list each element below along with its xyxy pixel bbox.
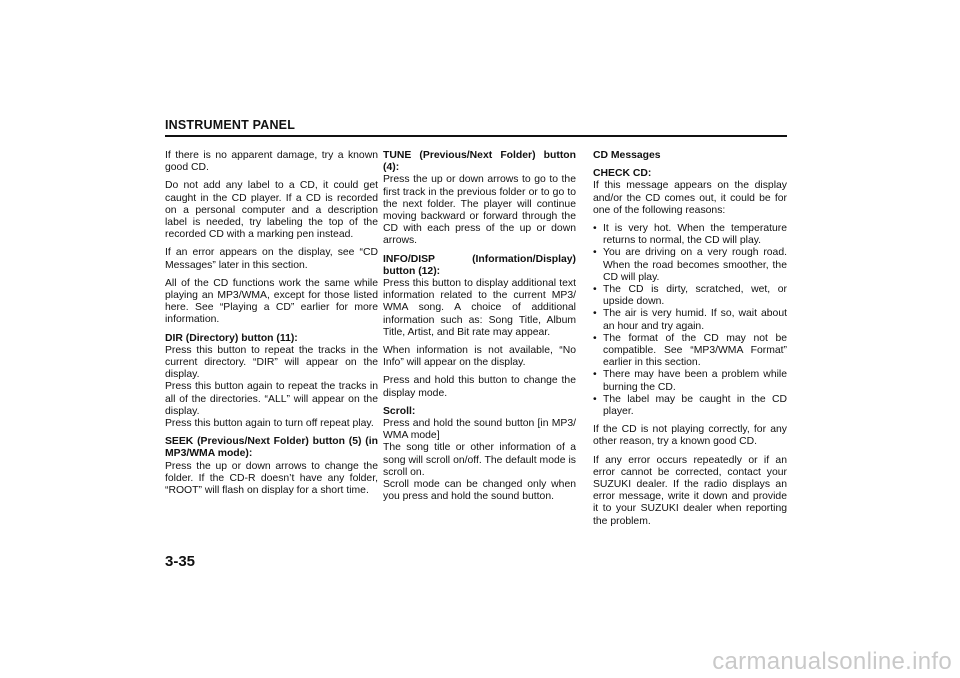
- list-item: [593, 394, 787, 418]
- list-item: [593, 308, 787, 332]
- list-item-text: The label may be caught in the CD player.: [603, 393, 787, 418]
- bullet-icon: •: [593, 393, 597, 405]
- bullet-icon: •: [593, 247, 597, 259]
- paragraph: Press and hold the sound button [in MP3/ WMA mode]: [383, 418, 576, 442]
- reasons-list: [593, 223, 787, 418]
- paragraph: Press this button again to turn off repeat play.: [165, 418, 374, 430]
- paragraph: Press the up or down arrows to go to the first track in the previous folder or to go to the next folder. The player will continue moving backward or forward through the CD with each press of the up or down arrows.: [383, 174, 576, 247]
- seek-button-heading: SEEK (Previous/Next Folder) button (5) (in MP3/WMA mode):: [165, 436, 378, 460]
- list-item-text: The format of the CD may not be compatible. See “MP3/WMA Format” earlier in this section.: [603, 332, 787, 369]
- paragraph: If any error occurs repeatedly or if an error cannot be corrected, contact your SUZUKI dealer. If the radio displays an error message, write it down and provide it to your SUZUKI dealer when reporting the problem.: [593, 454, 787, 527]
- paragraph: Scroll mode can be changed only when you press and hold the sound button.: [383, 479, 576, 503]
- bullet-icon: •: [593, 223, 597, 235]
- list-item-text: There may have been a problem while burning the CD.: [603, 369, 787, 393]
- bullet-icon: •: [593, 284, 597, 296]
- dir-button-heading: DIR (Directory) button (11):: [165, 332, 298, 344]
- paragraph: If this message appears on the display and/or the CD comes out, it could be for one of the following reasons:: [593, 180, 787, 216]
- paragraph: When information is not available, “No Info” will appear on the display.: [383, 345, 576, 369]
- check-cd-heading: CHECK CD:: [593, 168, 652, 180]
- bullet-icon: •: [593, 308, 597, 320]
- header-divider: [165, 135, 787, 137]
- list-item: [593, 369, 787, 393]
- paragraph: Press this button again to repeat the tracks in all of the directories. “ALL” will appear on the display.: [165, 381, 378, 417]
- page-number: 3-35: [165, 553, 196, 570]
- paragraph: If an error appears on the display, see “CD Messages” later in this section.: [165, 247, 378, 271]
- bullet-icon: •: [593, 332, 597, 344]
- paragraph: If the CD is not playing correctly, for any other reason, try a known good CD.: [593, 424, 787, 448]
- paragraph: Press the up or down arrows to change the folder. If the CD-R doesn’t have any folder, “ROOT” will flash on display for a short time.: [165, 460, 378, 497]
- paragraph: The song title or other information of a song will scroll on/off. The default mode is scroll on.: [383, 442, 576, 478]
- cd-messages-heading: CD Messages: [593, 150, 661, 161]
- paragraph: Press this button to repeat the tracks in the current directory. “DIR” will appear on the display.: [165, 344, 378, 381]
- info-disp-button-heading: INFO/DISP (Information/Display) button (12):: [383, 253, 576, 277]
- list-item: [593, 223, 787, 247]
- section-title: INSTRUMENT PANEL: [165, 118, 296, 132]
- list-item: [593, 284, 787, 308]
- list-item: [593, 247, 787, 284]
- column-left: [165, 150, 378, 503]
- bullet-icon: •: [593, 369, 597, 381]
- list-item-text: You are driving on a very rough road. When the road becomes smoother, the CD will play.: [603, 247, 787, 283]
- paragraph: Press this button to display additional text information related to the current MP3/ WMA song. A choice of additional information such as: Song Title, Album Title, Artist, and Bit rate may appear.: [383, 278, 576, 338]
- paragraph: All of the CD functions work the same while playing an MP3/WMA, except for those listed here. See “Playing a CD” earlier for more information.: [165, 277, 378, 326]
- watermark: carmanualsonline.info: [712, 648, 952, 675]
- column-middle: [383, 150, 576, 509]
- scroll-heading: Scroll:: [383, 405, 416, 417]
- list-item: [593, 333, 787, 370]
- list-item-text: It is very hot. When the temperature returns to normal, the CD will play.: [603, 223, 787, 247]
- column-right: [593, 150, 787, 534]
- paragraph: Do not add any label to a CD, it could get caught in the CD player. If a CD is recorded on a personal computer and a description label is needed, try labeling the top of the recorded CD with a marking pen instead.: [165, 180, 378, 241]
- paragraph: Press and hold this button to change the display mode.: [383, 375, 576, 399]
- paragraph: If there is no apparent damage, try a known good CD.: [165, 150, 378, 174]
- list-item-text: The CD is dirty, scratched, wet, or upside down.: [603, 284, 787, 308]
- list-item-text: The air is very humid. If so, wait about an hour and try again.: [603, 308, 787, 332]
- tune-button-heading: TUNE (Previous/Next Folder) button (4):: [383, 150, 576, 174]
